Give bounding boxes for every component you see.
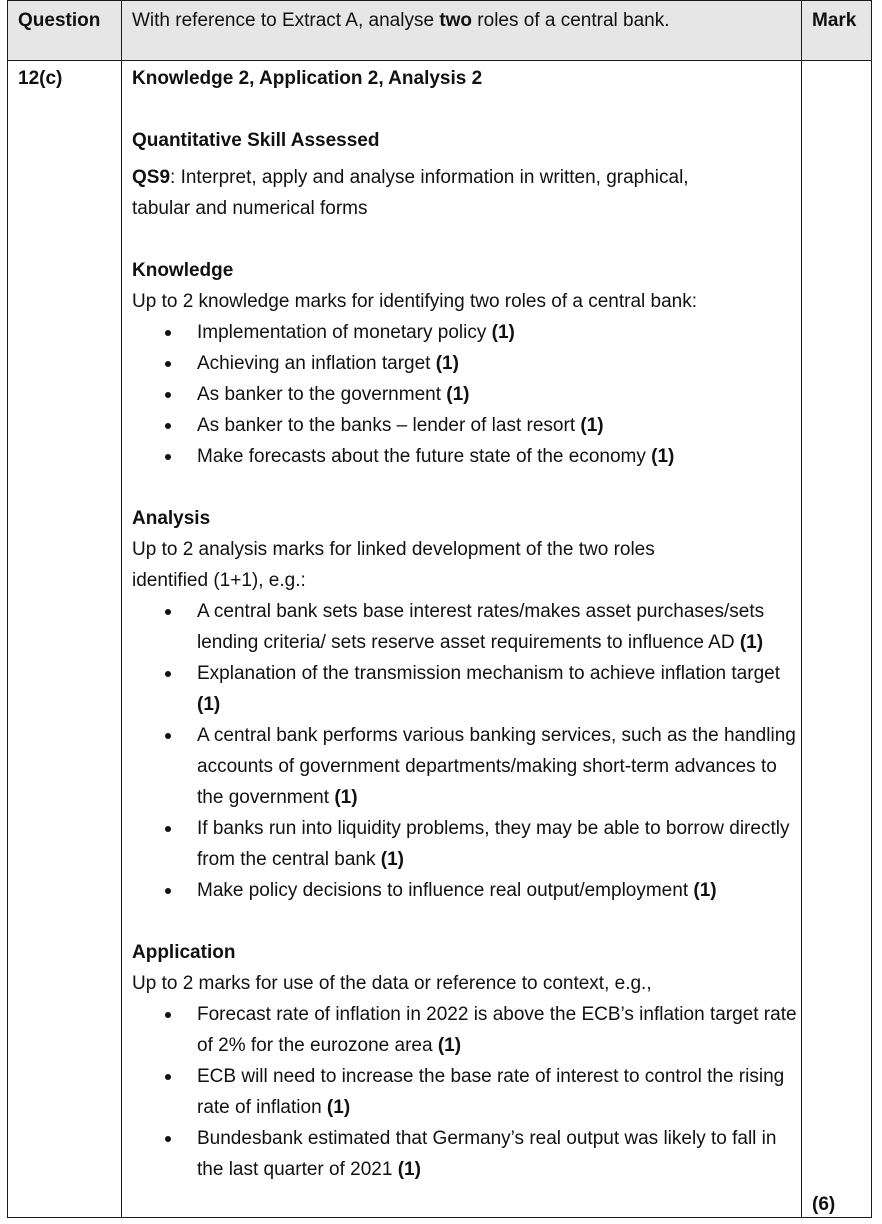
mark-scheme-body [132, 63, 797, 1185]
analysis-list [132, 596, 796, 906]
analysis-intro-line1: Up to 2 analysis marks for linked development of the two roles [132, 539, 655, 560]
bullet-icon [165, 733, 171, 739]
qs-text-line1: QS9: Interpret, apply and analyse information in written, graphical, [132, 167, 689, 188]
question-prompt [132, 5, 670, 36]
header-mark-label: Mark [812, 10, 857, 31]
application-heading: Application [132, 942, 236, 963]
knowledge-heading: Knowledge [132, 260, 234, 281]
application-intro: Up to 2 marks for use of the data or reference to context, e.g., [132, 973, 652, 994]
analysis-item: Make policy decisions to influence real output/employment (1) [132, 875, 797, 906]
knowledge-item: As banker to the banks – lender of last resort (1) [132, 410, 797, 441]
prompt-post: roles of a central bank. [472, 10, 670, 31]
marks-breakdown-title: Knowledge 2, Application 2, Analysis 2 [132, 68, 483, 89]
mark-total: (6) [812, 1194, 836, 1215]
bullet-icon [165, 361, 171, 367]
knowledge-item: Achieving an inflation target (1) [132, 348, 797, 379]
application-item: Bundesbank estimated that Germany’s real output was likely to fall in the last quarter of 2021 (1) [132, 1123, 797, 1185]
mark-column-divider [801, 1, 802, 1217]
analysis-item: A central bank sets base interest rates/makes asset purchases/sets lending criteria/ sets reserve asset requirements to influence AD (1) [132, 596, 797, 658]
bullet-icon [165, 609, 171, 615]
bullet-icon [165, 392, 171, 398]
knowledge-item: As banker to the government (1) [132, 379, 797, 410]
qs-code: QS9 [132, 167, 171, 188]
bullet-icon [165, 888, 171, 894]
bullet-icon [165, 671, 171, 677]
knowledge-item: Make forecasts about the future state of the economy (1) [132, 441, 797, 472]
header-question-label: Question [18, 10, 101, 31]
bullet-icon [165, 454, 171, 460]
application-list [132, 999, 797, 1185]
analysis-heading: Analysis [132, 508, 211, 529]
bullet-icon [165, 423, 171, 429]
question-column-divider [121, 1, 122, 1217]
bullet-icon [165, 826, 171, 832]
knowledge-intro: Up to 2 knowledge marks for identifying two roles of a central bank: [132, 291, 698, 312]
analysis-item: Explanation of the transmission mechanism to achieve inflation target (1) [132, 658, 797, 720]
analysis-item: If banks run into liquidity problems, they may be able to borrow directly from the central bank (1) [132, 813, 797, 875]
application-item: Forecast rate of inflation in 2022 is above the ECB’s inflation target rate of 2% for the eurozone area (1) [132, 999, 797, 1061]
prompt-bold: two [439, 10, 473, 31]
mark-scheme-table [7, 0, 872, 1218]
analysis-item: A central bank performs various banking services, such as the handling accounts of government departments/making short-term advances to the government (1) [132, 720, 797, 813]
qs-text-line2: tabular and numerical forms [132, 198, 368, 219]
bullet-icon [165, 1136, 171, 1142]
application-item: ECB will need to increase the base rate of interest to control the rising rate of inflation (1) [132, 1061, 797, 1123]
prompt-pre: With reference to Extract A, analyse [132, 10, 440, 31]
analysis-intro-line2: identified (1+1), e.g.: [132, 570, 306, 591]
knowledge-list [132, 317, 792, 472]
qs-heading: Quantitative Skill Assessed [132, 130, 380, 151]
header-divider [8, 60, 871, 61]
bullet-icon [165, 1074, 171, 1080]
question-number: 12(c) [18, 68, 63, 89]
knowledge-item: Implementation of monetary policy (1) [132, 317, 797, 348]
bullet-icon [165, 1012, 171, 1018]
bullet-icon [165, 330, 171, 336]
